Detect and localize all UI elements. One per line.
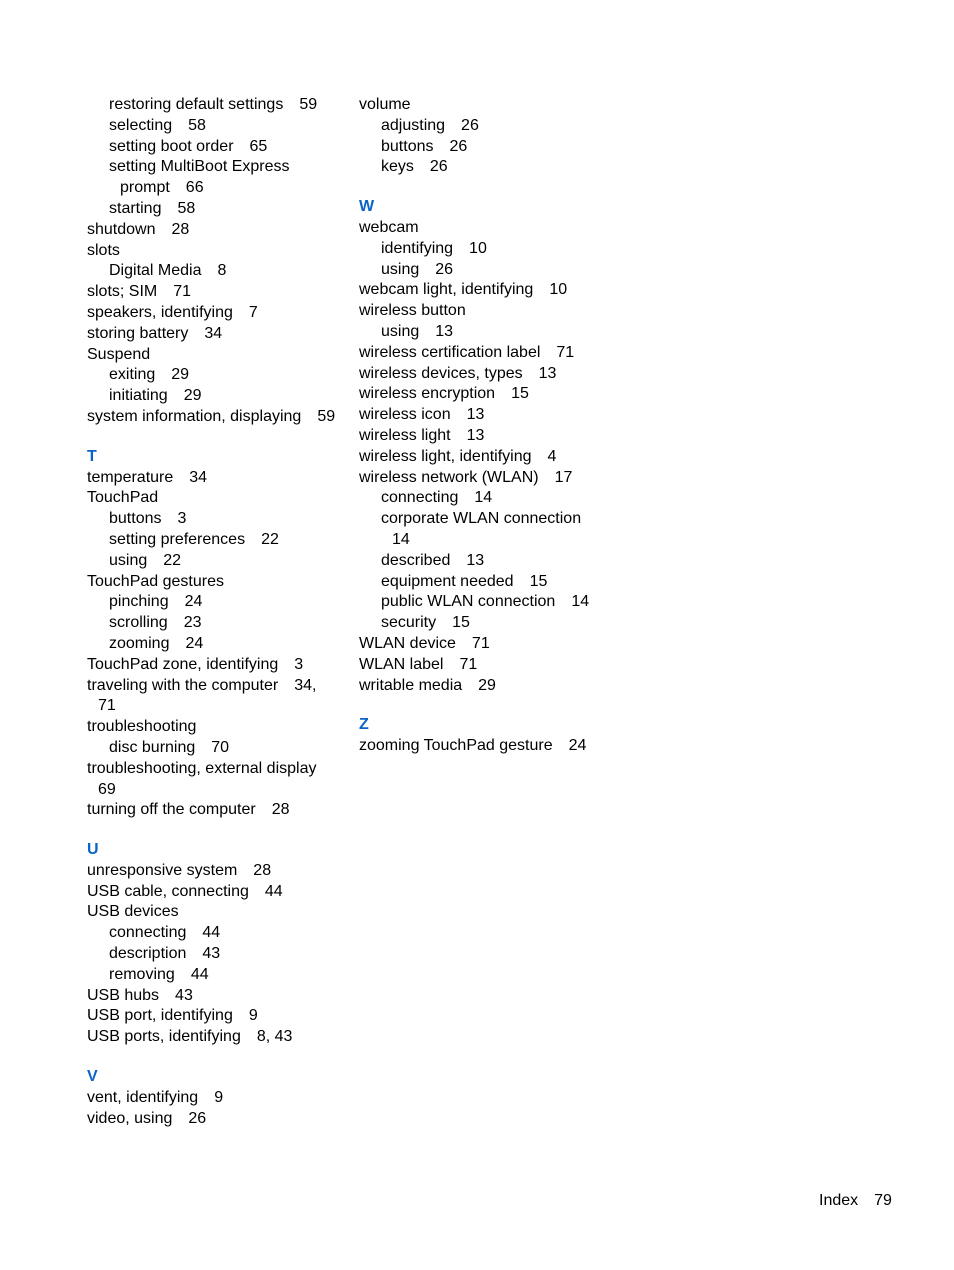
index-page-ref: 3	[177, 510, 187, 528]
index-term: USB devices	[87, 903, 179, 921]
footer-section-label: Index	[819, 1192, 859, 1209]
index-page-ref: 8, 43	[256, 1028, 293, 1046]
index-entry	[87, 324, 352, 345]
index-page-ref: 13	[466, 551, 485, 569]
index-section-letter: T	[87, 447, 97, 465]
index-entry	[359, 405, 624, 426]
index-term: using	[381, 322, 420, 340]
index-subentry	[87, 509, 352, 530]
index-term: zooming	[109, 634, 170, 652]
index-term: WLAN device	[359, 634, 456, 652]
index-subentry	[87, 738, 352, 759]
index-entry	[87, 345, 352, 366]
index-term: slots	[87, 241, 120, 259]
index-entry	[359, 280, 624, 301]
index-subentry	[87, 137, 352, 158]
index-page-ref: 26	[435, 260, 454, 278]
index-term: wireless encryption	[359, 385, 496, 403]
index-term: troubleshooting	[87, 718, 197, 736]
index-subentry	[87, 634, 352, 655]
index-page-ref: 28	[171, 220, 190, 238]
index-term: wireless light, identifying	[359, 447, 532, 465]
index-page-ref: 10	[549, 281, 568, 299]
index-subentry	[359, 592, 624, 613]
index-subentry	[87, 613, 352, 634]
index-subentry	[87, 530, 352, 551]
index-term: 69	[98, 780, 116, 798]
index-subentry	[359, 116, 624, 137]
index-entry	[359, 426, 624, 447]
index-page-ref: 43	[175, 986, 193, 1004]
index-term: prompt	[120, 179, 170, 197]
index-page-ref: 58	[188, 116, 206, 134]
index-term: connecting	[109, 924, 187, 942]
index-page-ref: 24	[568, 737, 587, 755]
index-term: wireless network (WLAN)	[359, 468, 539, 486]
index-page-ref: 58	[177, 199, 196, 217]
index-term: setting preferences	[109, 530, 246, 548]
index-term: vent, identifying	[87, 1088, 199, 1106]
index-page-ref: 26	[449, 137, 468, 155]
index-entry	[87, 241, 352, 262]
index-column-right	[359, 95, 624, 757]
index-page-ref: 9	[248, 1007, 258, 1025]
index-entry	[87, 407, 352, 428]
index-page-ref: 15	[511, 385, 529, 403]
index-entry	[87, 468, 352, 489]
index-term: TouchPad	[87, 489, 159, 507]
index-page-ref: 28	[253, 861, 272, 879]
index-term: connecting	[381, 489, 459, 507]
index-term: using	[381, 260, 420, 278]
index-entry	[359, 301, 624, 322]
index-entry	[359, 218, 624, 239]
index-entry	[87, 986, 352, 1007]
index-page-ref: 23	[183, 614, 202, 632]
index-page-ref: 3	[294, 655, 304, 673]
index-section-letter: U	[87, 841, 99, 859]
index-page-ref: 29	[183, 387, 202, 405]
index-entry-continuation	[359, 530, 624, 551]
index-entry	[87, 282, 352, 303]
index-page-ref: 66	[185, 179, 204, 197]
index-page-ref: 59	[299, 96, 318, 113]
index-entry	[87, 676, 352, 697]
index-page-ref: 28	[271, 801, 290, 819]
index-term: USB ports, identifying	[87, 1028, 241, 1046]
index-term: identifying	[381, 239, 454, 257]
index-subentry	[87, 95, 352, 116]
index-page-ref: 29	[478, 676, 496, 694]
index-term: selecting	[109, 116, 173, 134]
index-term: buttons	[381, 137, 434, 155]
index-term: exiting	[109, 366, 156, 384]
index-subentry	[87, 261, 352, 282]
index-term: initiating	[109, 387, 168, 405]
index-term: public WLAN connection	[381, 593, 556, 611]
index-page-ref: 14	[571, 593, 590, 611]
index-subentry	[87, 386, 352, 407]
index-term: system information, displaying	[87, 407, 302, 425]
index-subentry	[359, 322, 624, 343]
index-entry-continuation	[87, 696, 352, 717]
index-page-ref: 26	[429, 158, 448, 176]
index-term: speakers, identifying	[87, 303, 233, 321]
index-page-ref: 7	[248, 303, 258, 321]
index-term: TouchPad zone, identifying	[87, 655, 279, 673]
index-page-ref: 26	[188, 1109, 207, 1127]
index-entry	[87, 1109, 352, 1130]
index-term: zooming TouchPad gesture	[359, 737, 553, 755]
index-entry	[87, 303, 352, 324]
index-page-ref: 22	[163, 551, 182, 569]
index-page-ref: 71	[459, 655, 478, 673]
index-term: webcam	[359, 218, 419, 236]
index-section-letter: Z	[359, 716, 369, 734]
index-section-letter: V	[87, 1068, 98, 1086]
index-term: Digital Media	[109, 262, 202, 280]
index-subentry	[87, 551, 352, 572]
index-subentry	[359, 260, 624, 281]
index-entry	[359, 447, 624, 468]
index-term: temperature	[87, 468, 174, 486]
index-page-ref: 15	[452, 614, 470, 632]
index-term: scrolling	[109, 614, 168, 632]
index-entry	[359, 95, 624, 116]
index-term: security	[381, 614, 437, 632]
index-entry-continuation	[87, 178, 352, 199]
index-page-ref: 14	[474, 489, 493, 507]
index-term: volume	[359, 96, 411, 113]
index-term: webcam light, identifying	[359, 281, 534, 299]
index-term: wireless light	[359, 426, 451, 444]
index-entry	[359, 364, 624, 385]
index-subentry	[87, 965, 352, 986]
index-entry	[87, 1027, 352, 1048]
index-term: video, using	[87, 1109, 173, 1127]
index-entry	[87, 655, 352, 676]
index-subentry	[359, 509, 624, 530]
index-term: starting	[109, 199, 162, 217]
index-term: disc burning	[109, 738, 196, 756]
index-entry	[87, 861, 352, 882]
index-page-ref: 17	[554, 468, 573, 486]
index-page-ref: 15	[529, 572, 548, 590]
index-entry	[359, 634, 624, 655]
index-term: Suspend	[87, 345, 151, 363]
index-entry	[87, 1088, 352, 1109]
index-column-left	[87, 95, 352, 1129]
index-term: unresponsive system	[87, 861, 238, 879]
index-subentry	[87, 923, 352, 944]
index-entry	[87, 800, 352, 821]
index-page-ref: 22	[261, 530, 279, 548]
index-term: slots; SIM	[87, 283, 158, 301]
index-term: shutdown	[87, 220, 156, 238]
index-term: equipment needed	[381, 572, 514, 590]
index-page-ref: 8	[217, 262, 227, 280]
index-term: writable media	[359, 676, 463, 694]
index-page-ref: 4	[547, 447, 557, 465]
index-subentry	[87, 157, 352, 178]
index-page-ref: 13	[435, 322, 454, 340]
index-subentry	[87, 116, 352, 137]
index-page-ref: 24	[185, 634, 204, 652]
index-term: setting boot order	[109, 137, 234, 155]
index-term: 71	[98, 697, 116, 715]
index-term: USB hubs	[87, 986, 160, 1004]
index-entry	[87, 717, 352, 738]
index-term: TouchPad gestures	[87, 572, 224, 590]
index-term: description	[109, 945, 187, 963]
index-page-ref: 13	[466, 406, 485, 424]
index-term: wireless button	[359, 302, 466, 320]
index-page-ref: 9	[214, 1088, 224, 1106]
index-page-ref: 13	[466, 426, 485, 444]
index-term: removing	[109, 965, 175, 983]
index-term: pinching	[109, 593, 169, 611]
index-subentry	[359, 157, 624, 178]
index-term: described	[381, 551, 451, 569]
index-term: setting MultiBoot Express	[109, 158, 290, 176]
index-page-ref: 34	[189, 468, 208, 486]
index-page-ref: 29	[171, 366, 190, 384]
index-term: turning off the computer	[87, 801, 256, 819]
index-term: using	[109, 551, 148, 569]
index-term: USB cable, connecting	[87, 882, 249, 900]
index-page-ref: 71	[556, 343, 575, 361]
index-term: adjusting	[381, 116, 446, 134]
index-page-ref: 65	[249, 137, 268, 155]
index-term: troubleshooting, external display	[87, 759, 317, 777]
index-term: 14	[392, 530, 410, 548]
index-entry	[87, 220, 352, 241]
index-term: corporate WLAN connection	[381, 510, 582, 528]
index-page-ref: 70	[211, 738, 230, 756]
index-page-ref: 34	[204, 324, 223, 342]
index-entry	[359, 655, 624, 676]
index-entry	[87, 572, 352, 593]
index-entry	[87, 759, 352, 780]
index-entry	[359, 676, 624, 697]
index-term: buttons	[109, 510, 162, 528]
index-term: storing battery	[87, 324, 189, 342]
index-page-ref: 44	[264, 882, 283, 900]
index-subentry	[359, 572, 624, 593]
index-subentry	[359, 613, 624, 634]
index-term: restoring default settings	[109, 96, 284, 113]
index-term: keys	[381, 158, 414, 176]
index-page-ref: 71	[471, 634, 490, 652]
index-entry	[87, 902, 352, 923]
index-page-ref: 24	[184, 593, 203, 611]
index-subentry	[87, 199, 352, 220]
index-page-ref: 43	[202, 945, 221, 963]
index-page-ref: 26	[461, 116, 479, 134]
index-entry	[359, 468, 624, 489]
index-entry	[359, 343, 624, 364]
index-entry	[87, 882, 352, 903]
index-entry	[359, 736, 624, 757]
index-subentry	[87, 365, 352, 386]
index-page-ref: 34,	[294, 676, 317, 694]
index-page-ref: 59	[317, 407, 336, 425]
index-subentry	[359, 551, 624, 572]
index-term: wireless devices, types	[359, 364, 523, 382]
index-page-ref: 10	[469, 239, 487, 257]
index-term: traveling with the computer	[87, 676, 279, 694]
index-subentry	[359, 239, 624, 260]
index-subentry	[87, 592, 352, 613]
index-entry	[87, 488, 352, 509]
index-subentry	[359, 137, 624, 158]
index-term: wireless certification label	[359, 343, 541, 361]
index-subentry	[359, 488, 624, 509]
index-section-letter: W	[359, 198, 375, 216]
index-term: USB port, identifying	[87, 1007, 233, 1025]
index-page-ref: 44	[190, 965, 209, 983]
index-subentry	[87, 944, 352, 965]
page-footer	[819, 1191, 892, 1211]
index-page-ref: 44	[202, 924, 221, 942]
index-term: wireless icon	[359, 406, 451, 424]
footer-page-number: 79	[874, 1192, 892, 1209]
index-term: WLAN label	[359, 655, 444, 673]
index-page-ref: 71	[173, 283, 192, 301]
index-entry-continuation	[87, 780, 352, 801]
index-entry	[359, 384, 624, 405]
index-entry	[87, 1006, 352, 1027]
index-page-ref: 13	[538, 364, 557, 382]
